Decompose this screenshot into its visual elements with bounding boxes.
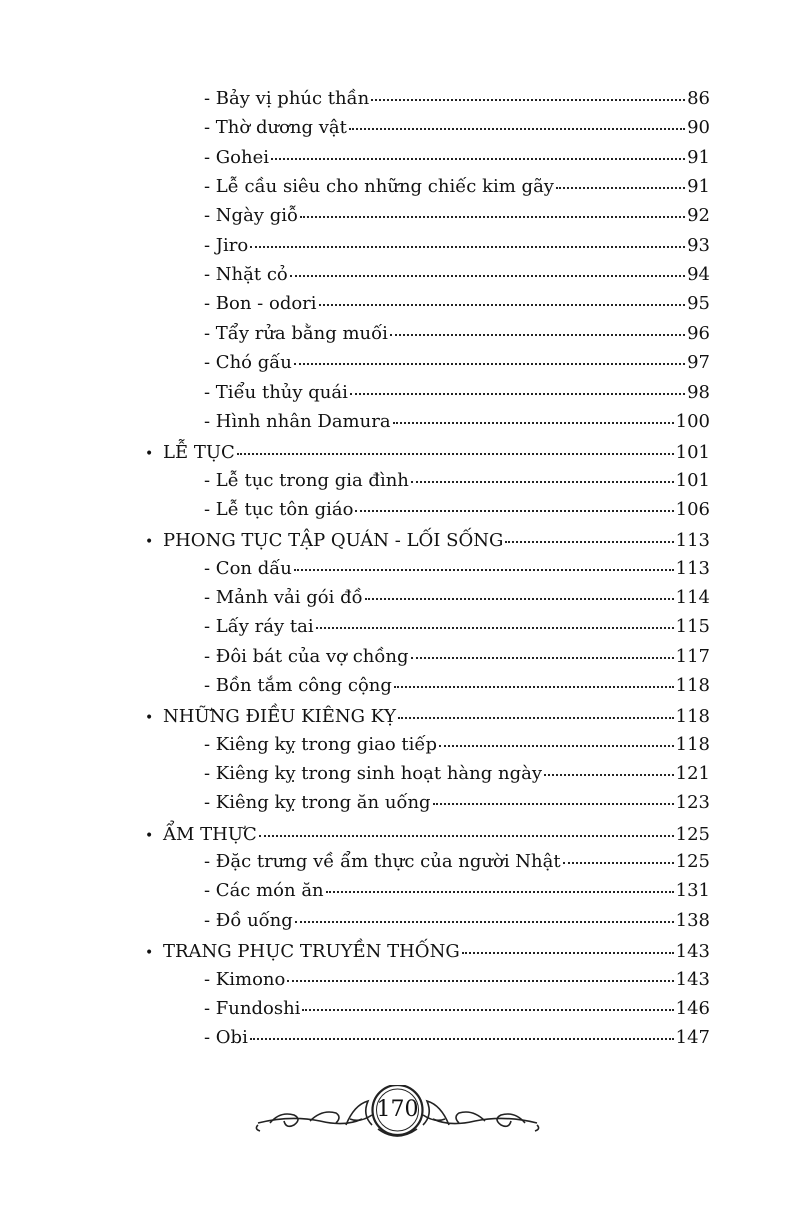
toc-entry-page: 118 — [675, 734, 710, 755]
toc-entry-page: 97 — [687, 352, 710, 373]
toc-entry-page: 147 — [675, 1027, 710, 1048]
toc-entry-row — [204, 116, 710, 140]
toc-entry-row — [204, 410, 710, 434]
dot-leader — [394, 680, 674, 688]
dot-leader — [355, 504, 673, 512]
toc-entry-page: 123 — [675, 792, 710, 813]
toc-entry-title: - Nhặt cỏ — [204, 264, 288, 285]
toc-section-row — [145, 940, 710, 965]
toc-entry-title: - Tiểu thủy quái — [204, 382, 348, 403]
toc-entry-row — [204, 469, 710, 493]
toc-entry-row — [204, 909, 710, 933]
toc-entry-row — [204, 968, 710, 992]
toc-entry-title: - Đặc trưng về ẩm thực của người Nhật — [204, 851, 561, 872]
toc-entry-title: TRANG PHỤC TRUYỀN THỐNG — [163, 941, 460, 962]
dot-leader — [411, 475, 674, 483]
toc-entry-title: - Bon - odori — [204, 293, 317, 314]
toc-entry-row — [204, 645, 710, 669]
toc-section-row — [145, 705, 710, 730]
toc-entry-page: 118 — [675, 675, 710, 696]
toc-entry-page: 138 — [675, 910, 710, 931]
toc-entry-row — [204, 234, 710, 258]
toc-entry-row — [204, 204, 710, 228]
toc-entry-row — [204, 733, 710, 757]
toc-entry-title: - Lễ tục trong gia đình — [204, 470, 409, 491]
dot-leader — [237, 447, 674, 455]
toc-entry-row — [204, 674, 710, 698]
toc-entry-title: - Kiêng kỵ trong ăn uống — [204, 792, 431, 813]
toc-entry-title: - Jiro — [204, 235, 249, 256]
dot-leader — [390, 328, 685, 336]
dot-leader — [316, 621, 674, 629]
toc-entry-row — [204, 997, 710, 1021]
dot-leader — [365, 592, 674, 600]
dot-leader — [544, 768, 674, 776]
dot-leader — [250, 240, 685, 248]
dot-leader — [271, 152, 685, 160]
dot-leader — [290, 269, 685, 277]
toc-entry-title: - Kimono — [204, 969, 286, 990]
toc-entry-title: - Kiêng kỵ trong giao tiếp — [204, 734, 437, 755]
toc-entry-title: NHỮNG ĐIỀU KIÊNG KỴ — [163, 706, 397, 727]
toc-entry-title: - Hình nhân Damura — [204, 411, 391, 432]
toc-entry-page: 93 — [687, 235, 710, 256]
dot-leader — [462, 946, 674, 954]
dot-leader — [326, 885, 674, 893]
toc-entry-title: - Chó gấu — [204, 352, 292, 373]
toc-entry-title: - Fundoshi — [204, 998, 301, 1019]
footer-ornament — [250, 1085, 545, 1145]
toc-entry-row — [204, 586, 710, 610]
bullet-icon: • — [145, 534, 154, 550]
dot-leader — [250, 1032, 674, 1040]
toc-entry-title: - Mảnh vải gói đồ — [204, 587, 363, 608]
toc-entry-title: - Đồ uống — [204, 910, 293, 931]
dot-leader — [563, 856, 674, 864]
toc-entry-title: - Bảy vị phúc thần — [204, 88, 370, 109]
toc-entry-page: 115 — [675, 616, 710, 637]
dot-leader — [259, 829, 674, 837]
toc-entry-title: - Các món ăn — [204, 880, 324, 901]
toc-entry-title: - Đôi bát của vợ chồng — [204, 646, 409, 667]
toc-entry-row — [204, 263, 710, 287]
toc-entry-page: 118 — [675, 706, 710, 727]
toc-entry-title: - Lễ tục tôn giáo — [204, 499, 354, 520]
toc-entry-title: - Kiêng kỵ trong sinh hoạt hàng ngày — [204, 763, 543, 784]
toc-entry-row — [204, 175, 710, 199]
bullet-icon: • — [145, 446, 154, 462]
toc-entry-title: - Ngày giỗ — [204, 205, 298, 226]
toc-entry-page: 117 — [675, 646, 710, 667]
toc-entry-page: 146 — [675, 998, 710, 1019]
toc-entry-page: 114 — [675, 587, 710, 608]
toc-entry-page: 86 — [687, 88, 710, 109]
toc-entry-page: 125 — [675, 824, 710, 845]
toc-entry-page: 131 — [675, 880, 710, 901]
dot-leader — [302, 1003, 673, 1011]
toc-entry-page: 113 — [675, 530, 710, 551]
toc-entry-row — [204, 791, 710, 815]
toc-entry-page: 100 — [675, 411, 710, 432]
toc-entry-page: 96 — [687, 323, 710, 344]
toc-entry-title: - Tẩy rửa bằng muối — [204, 323, 388, 344]
dot-leader — [350, 387, 685, 395]
toc-entry-page: 143 — [675, 941, 710, 962]
toc-entry-row — [204, 557, 710, 581]
toc-entry-page: 101 — [675, 470, 710, 491]
toc-entry-page: 121 — [675, 763, 710, 784]
dot-leader — [439, 739, 674, 747]
toc-entry-row — [204, 87, 710, 111]
dot-leader — [393, 416, 674, 424]
dot-leader — [295, 915, 674, 923]
toc-entry-title: - Lễ cầu siêu cho những chiếc kim gãy — [204, 176, 554, 197]
toc-entry-row — [204, 322, 710, 346]
bullet-icon: • — [145, 828, 154, 844]
toc-entry-page: 101 — [675, 442, 710, 463]
toc-entry-page: 95 — [687, 293, 710, 314]
dot-leader — [300, 210, 685, 218]
toc-entry-row — [204, 879, 710, 903]
toc-entry-title: ẨM THỰC — [163, 824, 257, 845]
toc-section-row — [145, 441, 710, 466]
toc-entry-page: 91 — [687, 147, 710, 168]
toc-entry-page: 98 — [687, 382, 710, 403]
toc-entry-page: 91 — [687, 176, 710, 197]
page-number: 170 — [376, 1097, 419, 1122]
toc-entry-page: 94 — [687, 264, 710, 285]
toc-entry-row — [204, 351, 710, 375]
dot-leader — [319, 298, 686, 306]
toc-entry-row — [204, 498, 710, 522]
dot-leader — [411, 651, 674, 659]
dot-leader — [398, 711, 674, 719]
dot-leader — [294, 563, 674, 571]
toc-entry-row — [204, 146, 710, 170]
toc-entry-title: - Thờ dương vật — [204, 117, 347, 138]
toc-entry-page: 113 — [675, 558, 710, 579]
toc-section-row — [145, 529, 710, 554]
toc-entry-row — [204, 762, 710, 786]
toc-entry-title: - Lấy ráy tai — [204, 616, 314, 637]
toc-entry-title: - Obi — [204, 1027, 248, 1048]
dot-leader — [556, 181, 685, 189]
toc-entry-page: 143 — [675, 969, 710, 990]
toc-entry-page: 106 — [675, 499, 710, 520]
dot-leader — [505, 535, 673, 543]
toc-entry-page: 125 — [675, 851, 710, 872]
dot-leader — [294, 357, 685, 365]
bullet-icon: • — [145, 710, 154, 726]
toc-entry-title: - Bồn tắm công cộng — [204, 675, 392, 696]
toc-entry-row — [204, 615, 710, 639]
bullet-icon: • — [145, 945, 154, 961]
toc-entry-title: - Con dấu — [204, 558, 292, 579]
toc-entry-page: 90 — [687, 117, 710, 138]
toc-entry-row — [204, 1026, 710, 1050]
dot-leader — [287, 974, 673, 982]
toc-section-row — [145, 823, 710, 848]
toc-entry-title: PHONG TỤC TẬP QUÁN - LỐI SỐNG — [163, 530, 504, 551]
toc-entry-page: 92 — [687, 205, 710, 226]
toc-entry-title: LỄ TỤC — [163, 442, 235, 463]
dot-leader — [371, 93, 685, 101]
dot-leader — [349, 122, 685, 130]
toc-entry-row — [204, 381, 710, 405]
dot-leader — [433, 797, 674, 805]
toc-entry-row — [204, 292, 710, 316]
toc-entry-row — [204, 850, 710, 874]
toc-entry-title: - Gohei — [204, 147, 270, 168]
